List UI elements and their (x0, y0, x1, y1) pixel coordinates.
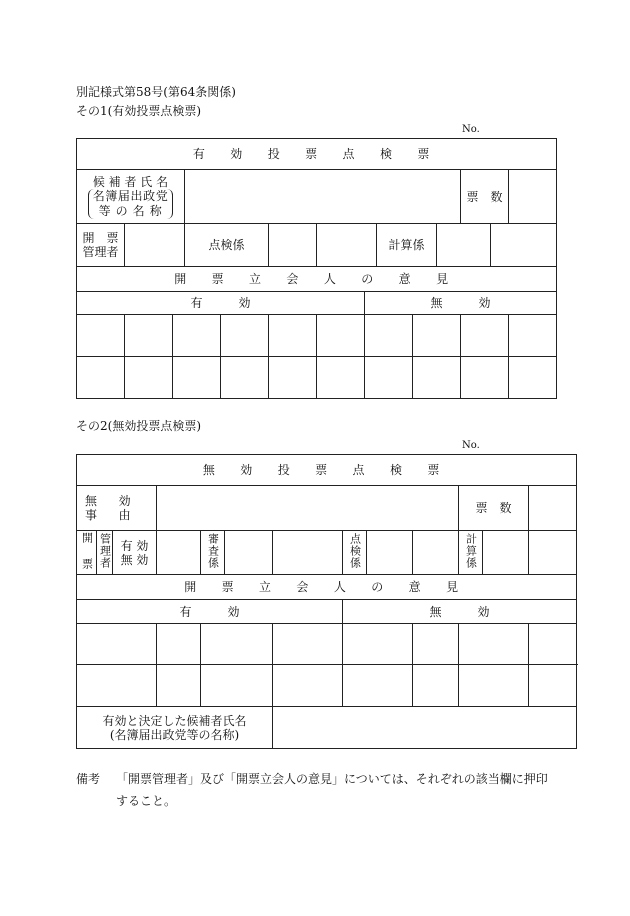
examiner-label: 審査係 (201, 531, 225, 575)
candidate-label-line2: 名簿届出政党 (92, 188, 169, 203)
valid-invalid-label (113, 531, 157, 575)
calc-seal-b[interactable] (529, 531, 577, 575)
witness-seal[interactable] (365, 357, 413, 399)
witness-seal[interactable] (77, 624, 157, 665)
witness-seal[interactable] (459, 624, 529, 665)
calc-seal-1[interactable] (437, 224, 491, 267)
examiner-seal-1[interactable] (225, 531, 273, 575)
form1-title: 有 効 投 票 点 検 票 (77, 139, 557, 170)
calc-label: 計算係 (377, 224, 437, 267)
witness-seal[interactable] (529, 624, 577, 665)
valid-label-small: 有 効 (120, 538, 149, 553)
witness-seal[interactable] (201, 665, 273, 707)
witness-seal[interactable] (77, 357, 125, 399)
witness-seal[interactable] (77, 665, 157, 707)
witness-seal[interactable] (343, 624, 413, 665)
witness-seal[interactable] (509, 357, 557, 399)
valid-header: 有 効 (77, 292, 365, 315)
invalid-header: 無 効 (365, 292, 557, 315)
witness-seal[interactable] (459, 665, 529, 707)
witness-seal[interactable] (273, 624, 343, 665)
witness-seal[interactable] (173, 357, 221, 399)
part2-title: その2(無効投票点検票) (76, 419, 201, 433)
witness-seal[interactable] (201, 624, 273, 665)
witness-seal[interactable] (509, 315, 557, 357)
kaihyo-col-1: 開 票 (77, 531, 97, 575)
witness-seal[interactable] (413, 665, 459, 707)
number-label-1: No. (462, 124, 480, 135)
witness-seal[interactable] (77, 315, 125, 357)
witness-seal[interactable] (157, 624, 201, 665)
checker-seal-1[interactable] (269, 224, 317, 267)
witness-seal[interactable] (413, 315, 461, 357)
votes-label-2: 票 数 (459, 486, 529, 531)
witness-seal[interactable] (461, 357, 509, 399)
witness-seal[interactable] (125, 315, 173, 357)
invalid-label-small: 無 効 (120, 552, 149, 567)
number-label-2: No. (462, 440, 480, 451)
witness-seal[interactable] (269, 357, 317, 399)
invalid-reason-label: 無 効 事 由 (77, 486, 157, 531)
witness-seal[interactable] (413, 624, 459, 665)
kaihyo-label-line2: 管理者 (82, 245, 119, 259)
witness-seal[interactable] (461, 315, 509, 357)
decided-candidate-field[interactable] (273, 707, 577, 749)
part1-title: その1(有効投票点検票) (76, 104, 201, 118)
checker-seal-b[interactable] (413, 531, 459, 575)
votes-field-2[interactable] (529, 486, 577, 531)
witness-seal[interactable] (317, 315, 365, 357)
witness-seal[interactable] (125, 357, 173, 399)
decided-label-line2: (名簿届出政党等の名称) (109, 727, 240, 742)
votes-label: 票 数 (461, 170, 509, 224)
checker-seal-a[interactable] (367, 531, 413, 575)
valid-invalid-field[interactable] (157, 531, 201, 575)
witness-seal[interactable] (273, 665, 343, 707)
calc-seal-a[interactable] (483, 531, 529, 575)
kaihyo-manager-label (77, 224, 125, 267)
witness-seal[interactable] (343, 665, 413, 707)
kaihyo-manager-seal[interactable] (125, 224, 185, 267)
form2-title: 無 効 投 票 点 検 票 (77, 455, 577, 486)
witness-opinion-header: 開 票 立 会 人 の 意 見 (77, 267, 557, 292)
witness-seal[interactable] (221, 315, 269, 357)
remarks-label: 備考 (76, 772, 101, 786)
witness-seal[interactable] (173, 315, 221, 357)
calc-label-2: 計算係 (459, 531, 483, 575)
candidate-name-field[interactable] (185, 170, 461, 224)
invalid-reason-field[interactable] (157, 486, 459, 531)
decided-candidate-label (77, 707, 273, 749)
calc-seal-2[interactable] (491, 224, 557, 267)
checker-seal-2[interactable] (317, 224, 377, 267)
candidate-label-line1: 候 補 者 氏 名 (92, 174, 169, 189)
remarks-text: 「開票管理者」及び「開票立会人の意見」については、それぞれの該当欄に押印すること。 (116, 772, 548, 808)
kaihyo-col-2: 管理者 (97, 531, 113, 575)
invalid-header-2: 無 効 (343, 600, 577, 624)
examiner-seal-2[interactable] (273, 531, 343, 575)
kaihyo-label-line1: 開 票 (82, 231, 119, 245)
votes-field[interactable] (509, 170, 557, 224)
invalid-vote-check-form (76, 454, 577, 749)
witness-seal[interactable] (529, 665, 577, 707)
candidate-name-label (77, 170, 185, 224)
checker-label: 点検係 (185, 224, 269, 267)
witness-seal[interactable] (157, 665, 201, 707)
remarks (76, 768, 556, 812)
checker-label-2: 点検係 (343, 531, 367, 575)
witness-opinion-header-2: 開 票 立 会 人 の 意 見 (77, 575, 577, 600)
party-label-bracket (88, 189, 174, 219)
form-reference: 別記様式第58号(第64条関係) (76, 85, 236, 99)
witness-seal[interactable] (365, 315, 413, 357)
valid-header-2: 有 効 (77, 600, 343, 624)
witness-seal[interactable] (317, 357, 365, 399)
candidate-label-line3: 等 の 名 称 (98, 203, 163, 218)
valid-vote-check-form (76, 138, 557, 399)
decided-label-line1: 有効と決定した候補者氏名 (102, 713, 247, 728)
witness-seal[interactable] (221, 357, 269, 399)
witness-seal[interactable] (413, 357, 461, 399)
witness-seal[interactable] (269, 315, 317, 357)
